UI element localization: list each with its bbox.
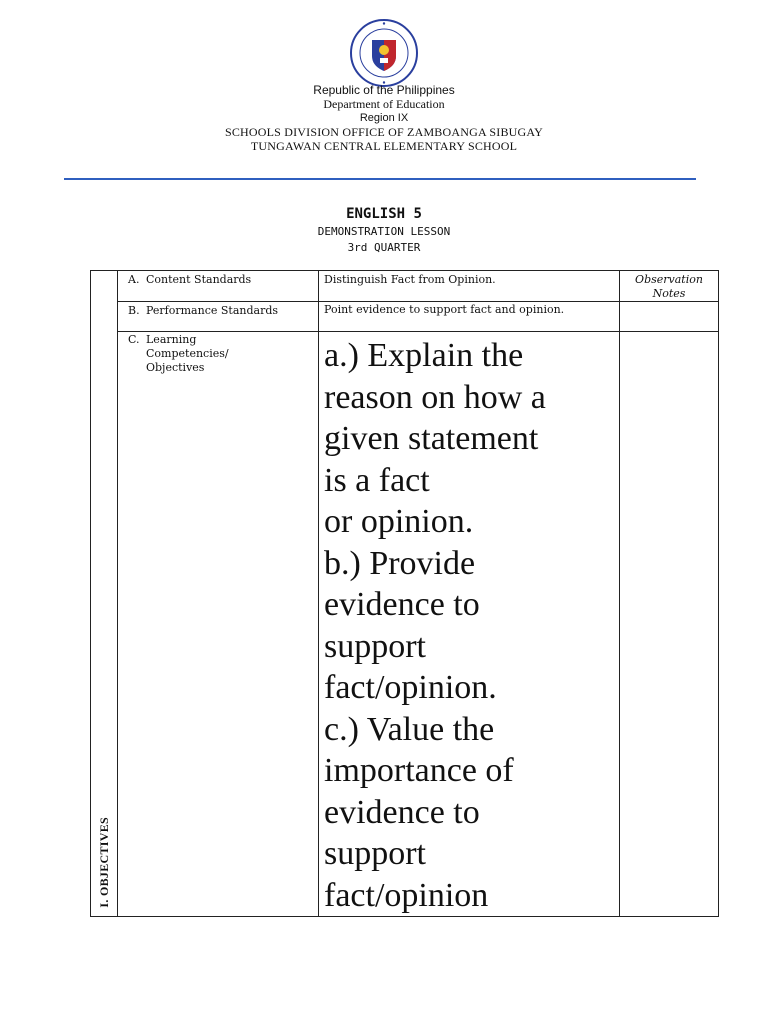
observation-cell	[620, 302, 719, 332]
observation-header-line2: Notes	[652, 287, 686, 300]
performance-standards-text: Point evidence to support fact and opinion.	[324, 303, 565, 316]
content-standards-text: Distinguish Fact from Opinion.	[324, 273, 496, 286]
header-region: Region IX	[359, 112, 409, 124]
observation-cell	[620, 332, 719, 917]
lesson-plan-table	[90, 270, 719, 917]
objectives-content-cell	[319, 332, 620, 917]
objectives-list	[319, 332, 619, 916]
table-row	[91, 271, 719, 302]
header-department: Department of Education	[323, 97, 445, 111]
row-content-cell	[319, 302, 620, 332]
objective-line: importance of	[324, 752, 514, 789]
table-row	[91, 302, 719, 332]
observation-header-line1: Observation	[635, 273, 703, 286]
row-label-cell	[118, 332, 319, 917]
objective-line: given statement	[324, 420, 539, 457]
objective-line: evidence to	[324, 793, 480, 831]
lesson-type: DEMONSTRATION LESSON	[317, 225, 451, 238]
observation-header-cell	[620, 271, 719, 302]
objective-line: support	[324, 835, 426, 872]
objective-line: reason on how a	[324, 378, 546, 416]
objective-line: c.) Value the	[324, 710, 495, 748]
row-letter: C.	[128, 333, 140, 346]
objective-line: fact/opinion	[324, 876, 489, 914]
objective-line: a.) Explain the	[324, 337, 524, 374]
row-label: Learning Competencies/ Objectives	[146, 333, 229, 374]
row-letter: B.	[128, 304, 140, 317]
deped-seal-logo	[349, 18, 419, 88]
row-label-cell	[118, 302, 319, 332]
row-content-cell	[319, 271, 620, 302]
objective-line: evidence to	[324, 586, 480, 623]
row-label-cell	[118, 271, 319, 302]
header-divider-line	[64, 178, 696, 180]
objective-line: is a fact	[324, 461, 430, 499]
header-republic: Republic of the Philippines	[313, 83, 455, 97]
row-letter: A.	[128, 273, 140, 286]
objective-line: support	[324, 627, 426, 665]
row-label: Performance Standards	[146, 304, 279, 317]
section-label-cell	[91, 271, 118, 917]
objective-line: fact/opinion.	[324, 669, 497, 706]
lesson-quarter: 3rd QUARTER	[347, 241, 421, 254]
lesson-subject: ENGLISH 5	[346, 206, 422, 222]
row-label: Content Standards	[146, 273, 252, 286]
table-row	[91, 332, 719, 917]
header-division: SCHOOLS DIVISION OFFICE OF ZAMBOANGA SIBUGAY	[224, 125, 544, 139]
header-school: TUNGAWAN CENTRAL ELEMENTARY SCHOOL	[250, 139, 518, 153]
section-label-objectives: I. OBJECTIVES	[97, 817, 111, 908]
objective-line: b.) Provide	[324, 544, 476, 582]
objective-line: or opinion.	[324, 503, 474, 540]
